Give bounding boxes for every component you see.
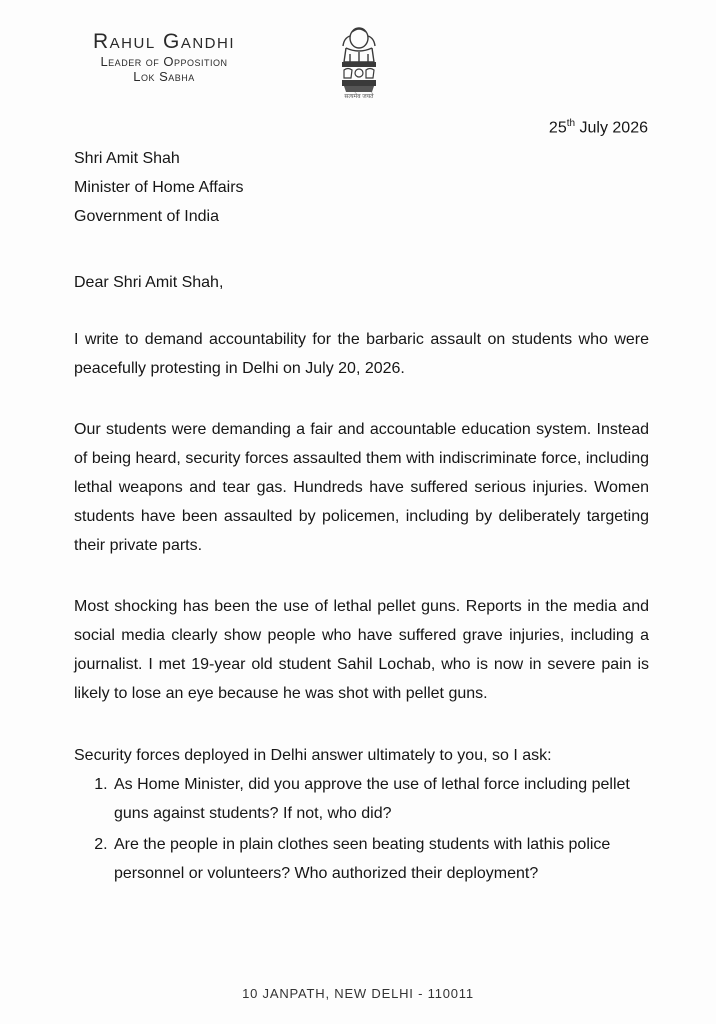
letterhead	[44, 30, 284, 84]
letterhead-title-line1: Leader of Opposition	[100, 54, 228, 69]
letter-date	[549, 118, 648, 137]
questions-list	[74, 770, 649, 890]
question-item: 1. As Home Minister, did you approve the use of lethal force including pellet guns against students? If not, who did?	[112, 770, 649, 828]
emblem-motto: सत्यमेव जयते	[344, 94, 374, 100]
footer-address: 10 JANPATH, NEW DELHI - 110011	[242, 986, 474, 1001]
date-month-year: July 2026	[575, 119, 648, 137]
addressee-block	[74, 144, 649, 231]
letterhead-name: Rahul Gandhi	[92, 30, 236, 53]
paragraph-assault: Our students were demanding a fair and accountable education system. Instead of being heard, security forces assaulted them with indiscriminate force, including lethal weapons and tear gas. Hundreds have suffered serious injuries. Women students have been assaulted by policemen, including by deliberately targeting their private parts.	[74, 421, 649, 554]
addressee-organization: Government of India	[74, 208, 219, 225]
paragraph-ask: Security forces deployed in Delhi answer ultimately to you, so I ask:	[74, 747, 552, 764]
addressee-designation: Minister of Home Affairs	[74, 179, 244, 196]
letterhead-title-line2: Lok Sabha	[133, 69, 195, 84]
date-suffix: th	[566, 118, 576, 129]
paragraph-demand: I write to demand accountability for the barbaric assault on students who were peacefully protesting in Delhi on July 20, 2026.	[74, 331, 649, 377]
question-item: 2. Are the people in plain clothes seen beating students with lathis police personnel or volunteers? Who authorized their deployment?	[112, 830, 649, 888]
addressee-name: Shri Amit Shah	[74, 150, 180, 167]
salutation: Dear Shri Amit Shah,	[74, 274, 224, 291]
date-day: 25	[548, 119, 567, 137]
paragraph-pellet-guns: Most shocking has been the use of lethal pellet guns. Reports in the media and social media clearly show people who have suffered grave injuries, including a journalist. I met 19-year old student Sahil Lochab, who is now in severe pain is likely to lose an eye because he was shot with pellet guns.	[74, 598, 649, 702]
